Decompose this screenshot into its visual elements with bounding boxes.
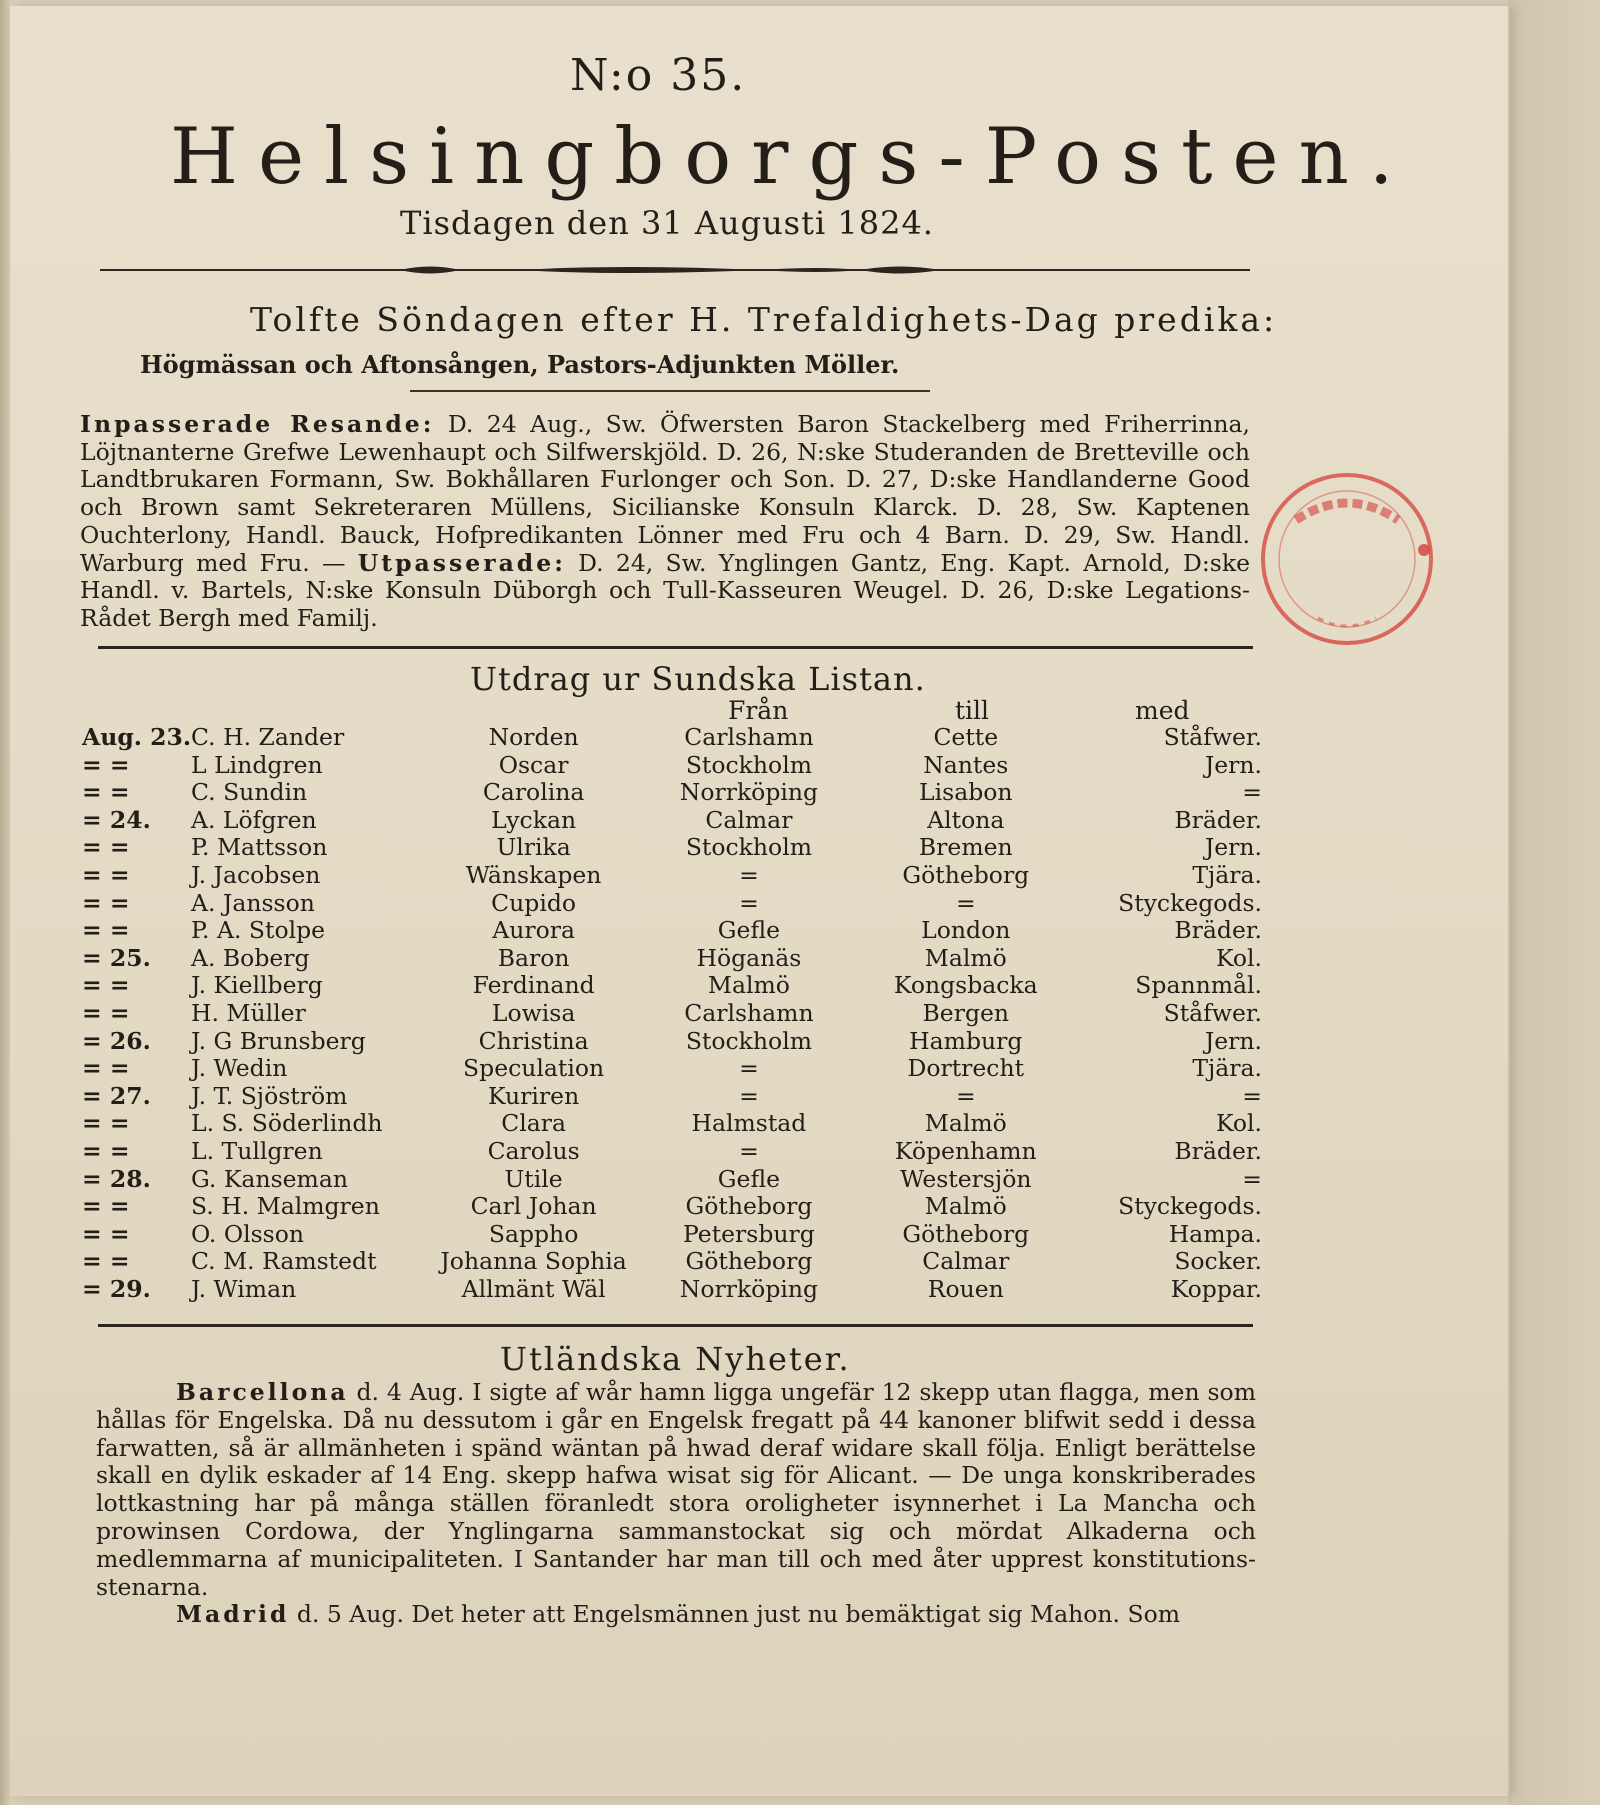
news-place: Barcellona [176, 1378, 349, 1406]
departures-text: D. 24, Sw. Ynglingen Gantz, Eng. Kapt. Arnold, D:ske Handl. v. Bartels, N:ske Konsuln Düborgh och Tull-Kasseuren Weugel. D. 26, D:ske Legations-Rådet Bergh med Familj. [80, 548, 1250, 632]
row-ship: Oscar [498, 750, 569, 779]
table-row [82, 862, 1262, 890]
row-to-port: Götheborg [902, 860, 1030, 889]
row-cargo: Ståfwer. [1163, 723, 1262, 751]
row-ship: Lowisa [491, 998, 576, 1027]
table-row [82, 807, 1262, 835]
row-captain: P. Mattsson [191, 833, 328, 862]
row-captain: O. Olsson [191, 1219, 305, 1248]
row-cargo: Styckegods. [1118, 1192, 1262, 1221]
row-ship: Kuriren [488, 1081, 580, 1110]
row-ship: Carolus [487, 1136, 580, 1165]
row-date: = 28. [82, 1164, 151, 1193]
row-date: = = [82, 1247, 130, 1276]
sermon-heading: Tolfte Söndagen efter H. Trefaldighets-Dag predika: [250, 300, 1278, 339]
row-to-port: Köpenhamn [894, 1136, 1037, 1165]
row-cargo: Socker. [1174, 1247, 1262, 1276]
news-place: Madrid [176, 1600, 290, 1629]
table-row [82, 972, 1262, 1000]
masthead-title: Helsingborgs-Posten. [170, 112, 1414, 202]
row-cargo: Jern. [1204, 833, 1262, 862]
row-ship: Carl Johan [470, 1192, 597, 1221]
row-ship: Lyckan [491, 805, 577, 834]
foreign-news-title: Utländska Nyheter. [500, 1340, 851, 1378]
column-header-to: till [955, 696, 990, 725]
row-to-port: Dortrecht [907, 1054, 1025, 1083]
table-row [82, 1138, 1262, 1166]
row-captain: A. Jansson [191, 888, 315, 917]
row-from-port: Malmö [707, 971, 790, 1000]
row-ship: Clara [501, 1109, 566, 1138]
row-date: = = [82, 1219, 130, 1248]
row-date: = 25. [82, 943, 151, 972]
section-divider [98, 646, 1253, 649]
row-cargo: Koppar. [1170, 1274, 1262, 1303]
row-from-port: Gefle [717, 916, 781, 945]
table-row [82, 1276, 1262, 1304]
ornamental-rule [100, 262, 1250, 278]
row-to-port: Malmö [924, 1192, 1007, 1221]
foreign-news-body [96, 1379, 1256, 1629]
row-to-port: Calmar [922, 1247, 1010, 1276]
section-divider [410, 390, 930, 392]
row-from-port: Höganäs [696, 943, 802, 972]
row-from-port: Stockholm [685, 750, 813, 779]
row-to-port: Götheborg [902, 1219, 1030, 1248]
row-cargo: Hampa. [1168, 1219, 1262, 1248]
row-ship: Ferdinand [472, 971, 595, 1000]
row-to-port: Cette [933, 723, 999, 751]
page-binding-edge [0, 0, 10, 1805]
news-item [96, 1379, 1256, 1601]
row-captain: H. Müller [191, 998, 306, 1027]
row-captain: J. G Brunsberg [191, 1026, 366, 1055]
table-row [82, 1028, 1262, 1056]
row-cargo: Bräder. [1174, 916, 1262, 945]
row-to-port: Hamburg [909, 1026, 1023, 1055]
row-date: = = [82, 916, 130, 945]
row-captain: C. H. Zander [191, 723, 345, 751]
row-ship: Carolina [482, 778, 585, 807]
row-cargo: Jern. [1204, 1026, 1262, 1055]
row-to-port: Altona [927, 805, 1005, 834]
row-ship: Aurora [492, 916, 575, 945]
row-ship: Ulrika [496, 833, 571, 862]
table-row [82, 1110, 1262, 1138]
row-date: = 29. [82, 1274, 151, 1303]
row-ship: Sappho [488, 1219, 579, 1248]
row-captain: C. M. Ramstedt [191, 1247, 377, 1276]
table-row [82, 752, 1262, 780]
row-to-port: Kongsbacka [893, 971, 1038, 1000]
sermon-preachers: Högmässan och Aftonsången, Pastors-Adjunkten Möller. [140, 350, 900, 379]
table-row [82, 1221, 1262, 1249]
row-date: = = [82, 1109, 130, 1138]
row-captain: J. Wiman [191, 1274, 297, 1303]
section-divider [98, 1324, 1253, 1327]
row-date: = = [82, 778, 130, 807]
row-from-port: = [739, 1054, 759, 1083]
row-to-port: Nantes [923, 750, 1009, 779]
row-cargo: Bräder. [1174, 1136, 1262, 1165]
column-header-from: Från [728, 696, 789, 725]
row-from-port: Halmstad [691, 1109, 807, 1138]
row-captain: L Lindgren [191, 750, 323, 779]
row-cargo: Tjära. [1192, 860, 1262, 889]
row-ship: Wänskapen [465, 860, 602, 889]
row-date: = = [82, 860, 130, 889]
row-cargo: = [1242, 1081, 1262, 1110]
column-header-cargo: med [1135, 696, 1190, 725]
row-cargo: Styckegods. [1118, 888, 1262, 917]
table-row [82, 1166, 1262, 1194]
row-to-port: = [955, 888, 976, 917]
row-date: = = [82, 998, 130, 1027]
news-text: d. 4 Aug. I sigte af wår hamn ligga ungefär 12 skepp utan flagga, men som hållas för Engelska. Då nu dessutom i går en Engelsk fregatt på 44 kanoner blifwit sedd i dessa farwatten, så är allmänheten i spänd wäntan på hwad deraf widare skall följa. Enligt berättelse skall en dylik eskader af 14 Eng. skepp hafwa wisat sig för Alicant. — De unga konskriberades lottkastning har på många ställen föranledt stora oroligheter isynnerhet i La Mancha och prowinsen Cordowa, der Ynglingarna sammanstockat sig och mördat Alkaderna och medlemmarna af municipaliteten. I Santander har man till och med åter upprest konstitutions-stenarna. [96, 1378, 1256, 1601]
row-captain: J. T. Sjöström [191, 1081, 348, 1110]
row-cargo: = [1242, 1164, 1262, 1193]
table-row [82, 1248, 1262, 1276]
table-row [82, 724, 1262, 752]
row-from-port: Stockholm [685, 1026, 813, 1055]
row-captain: P. A. Stolpe [191, 916, 326, 945]
row-date: = = [82, 1192, 130, 1221]
row-captain: J. Kiellberg [191, 971, 323, 1000]
row-from-port: = [739, 888, 759, 917]
row-from-port: Götheborg [685, 1192, 813, 1221]
row-from-port: = [739, 1081, 759, 1110]
issue-number: N:o 35. [570, 50, 747, 101]
departures-label: Utpasserade: [357, 548, 566, 577]
row-to-port: Bremen [918, 833, 1013, 862]
row-from-port: = [739, 1136, 759, 1165]
row-from-port: Petersburg [683, 1219, 815, 1248]
table-row [82, 1083, 1262, 1111]
travellers-paragraph [80, 411, 1250, 633]
row-to-port: Bergen [922, 998, 1010, 1027]
row-captain: C. Sundin [191, 778, 308, 807]
row-captain: J. Jacobsen [191, 860, 321, 889]
row-from-port: Norrköping [679, 778, 819, 807]
row-date: = = [82, 1136, 130, 1165]
arrivals-label: Inpasserade Resande: [80, 410, 435, 438]
row-cargo: Tjära. [1192, 1054, 1262, 1083]
row-date: Aug. 23. [82, 723, 191, 751]
news-text: d. 5 Aug. Det heter att Engelsmännen just nu bemäktigat sig Mahon. Som [296, 1600, 1181, 1629]
row-cargo: Jern. [1204, 750, 1262, 779]
row-date: = 26. [82, 1026, 151, 1055]
row-cargo: Ståfwer. [1163, 998, 1262, 1027]
row-captain: L. S. Söderlindh [191, 1109, 383, 1138]
table-row [82, 890, 1262, 918]
row-to-port: = [955, 1081, 976, 1110]
arrivals-text: D. 24 Aug., Sw. Öfwersten Baron Stackelberg med Friherrinna, Löjtnanterne Grefwe Lewenhaupt och Silfwerskjöld. D. 26, N:ske Studeranden de Bretteville och Landtbrukaren Formann, Sw. Bokhållaren Furlonger och Son. D. 27, D:ske Handlanderne Good och Brown samt Sekreteraren Müllens, Sicilianske Konsuln Klarck. D. 28, Sw. Kaptenen Ouchterlony, Handl. Bauck, Hofpredikanten Lönner med Fru och 4 Barn. D. 29, Sw. Handl. Warburg med Fru. — [80, 410, 1250, 577]
row-to-port: Lisabon [919, 778, 1013, 807]
row-ship: Johanna Sophia [440, 1247, 627, 1276]
row-date: = 27. [82, 1081, 151, 1110]
row-cargo: Kol. [1215, 1109, 1262, 1138]
row-date: = = [82, 1054, 130, 1083]
row-captain: J. Wedin [191, 1054, 288, 1083]
row-date: = = [82, 750, 130, 779]
row-captain: A. Boberg [191, 943, 310, 972]
row-date: = = [82, 971, 130, 1000]
row-ship: Cupido [491, 888, 577, 917]
row-from-port: Calmar [705, 805, 793, 834]
row-date: = = [82, 833, 130, 862]
sound-list-title: Utdrag ur Sundska Listan. [470, 660, 926, 698]
row-from-port: Norrköping [679, 1274, 819, 1303]
table-row [82, 1193, 1262, 1221]
row-ship: Norden [488, 723, 579, 751]
row-from-port: Stockholm [685, 833, 813, 862]
table-row [82, 834, 1262, 862]
row-date: = = [82, 888, 130, 917]
row-captain: A. Löfgren [191, 805, 317, 834]
table-row [82, 1055, 1262, 1083]
table-row [82, 1000, 1262, 1028]
row-cargo: = [1242, 778, 1262, 807]
row-captain: S. H. Malmgren [191, 1192, 380, 1221]
row-from-port: Carlshamn [684, 723, 814, 751]
issue-date: Tisdagen den 31 Augusti 1824. [400, 204, 934, 242]
row-cargo: Bräder. [1174, 805, 1262, 834]
library-stamp [1256, 468, 1438, 650]
row-ship: Allmänt Wäl [461, 1274, 606, 1303]
news-item [96, 1601, 1256, 1629]
row-from-port: Götheborg [685, 1247, 813, 1276]
row-to-port: Rouen [927, 1274, 1004, 1303]
row-ship: Christina [478, 1026, 589, 1055]
table-row [82, 917, 1262, 945]
row-to-port: London [921, 916, 1011, 945]
ship-list-table [82, 724, 1262, 1303]
row-ship: Baron [497, 943, 570, 972]
row-date: = 24. [82, 805, 151, 834]
row-captain: G. Kanseman [191, 1164, 348, 1193]
background-strip [1508, 0, 1600, 1805]
row-from-port: = [739, 860, 759, 889]
row-from-port: Carlshamn [684, 998, 814, 1027]
newspaper-page [10, 6, 1508, 1796]
row-ship: Utile [504, 1164, 563, 1193]
row-to-port: Westersjön [900, 1164, 1032, 1193]
row-cargo: Kol. [1215, 943, 1262, 972]
row-captain: L. Tullgren [191, 1136, 323, 1165]
row-cargo: Spannmål. [1135, 971, 1262, 1000]
row-to-port: Malmö [924, 943, 1007, 972]
row-from-port: Gefle [717, 1164, 781, 1193]
row-ship: Speculation [463, 1054, 605, 1083]
table-row [82, 779, 1262, 807]
row-to-port: Malmö [924, 1109, 1007, 1138]
table-row [82, 945, 1262, 973]
